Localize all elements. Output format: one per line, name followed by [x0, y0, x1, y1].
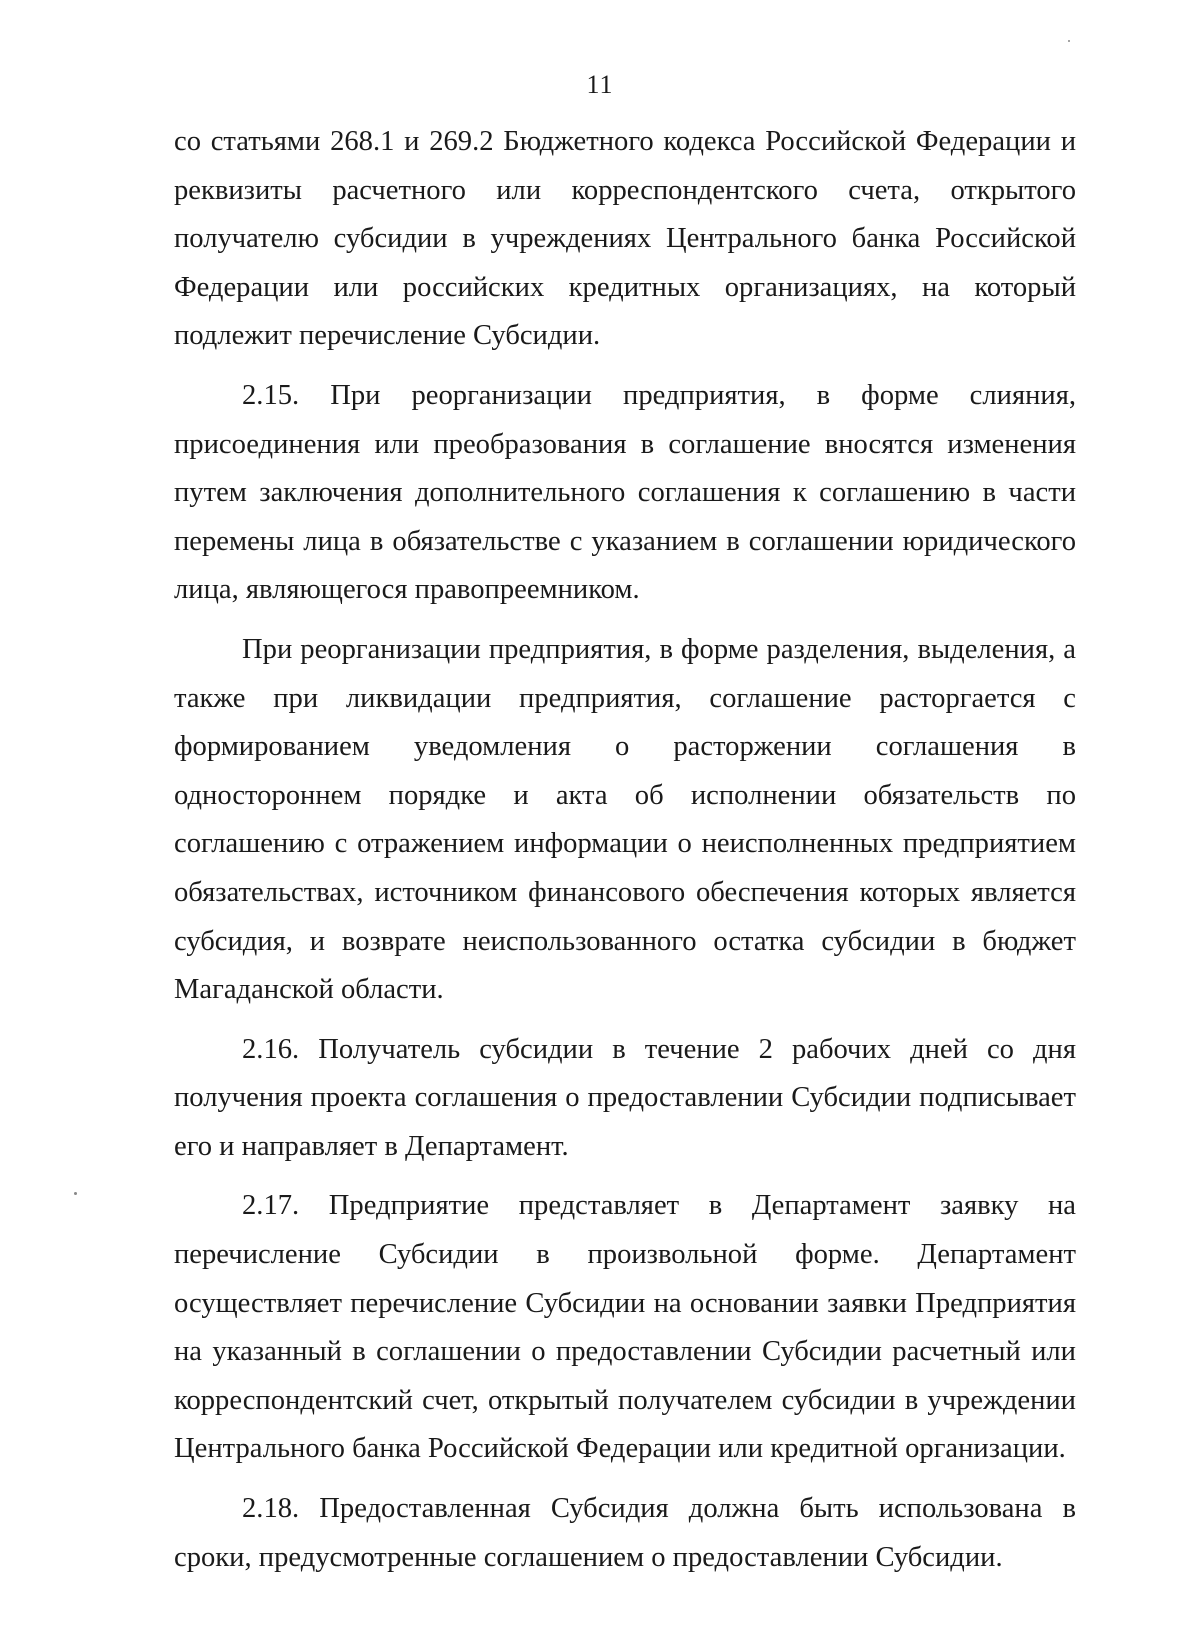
scan-speck — [74, 1192, 77, 1195]
page-number: 11 — [586, 70, 614, 99]
paragraph-2-15: 2.15. При реорганизации предприятия, в форме слияния, присоединения или преобразования в соглашение вносятся изменения путем заключения дополнительного соглашения к соглашению в части перемены лица в обязательстве с указанием в соглашении юридического лица, являющегося правопреемником. — [174, 379, 1076, 606]
paragraph-2-16: 2.16. Получатель субсидии в течение 2 рабочих дней со дня получения проекта соглашения о предоставлении Субсидии подписывает его и направляет в Департамент. — [174, 1033, 1076, 1162]
document-body — [174, 118, 1076, 1582]
paragraph-reorganization: При реорганизации предприятия, в форме разделения, выделения, а также при ликвидации предприятия, соглашение расторгается с формированием уведомления о расторжении соглашения в одностороннем порядке и акта об исполнении обязательств по соглашению с отражением информации о неисполненных предприятием обязательствах, источником финансового обеспечения которых является субсидия, и возврате неиспользованного остатка субсидии в бюджет Магаданской области. — [174, 633, 1076, 1006]
paragraph-continuation: со статьями 268.1 и 269.2 Бюджетного кодекса Российской Федерации и реквизиты расчетного или корреспондентского счета, открытого получателю субсидии в учреждениях Центрального банка Российской Федерации или российских кредитных организациях, на который подлежит перечисление Субсидии. — [174, 126, 1076, 352]
scan-speck — [1068, 40, 1070, 42]
paragraph-2-17: 2.17. Предприятие представляет в Департамент заявку на перечисление Субсидии в произвольной форме. Департамент осуществляет перечисление Субсидии на основании заявки Предприятия на указанный в соглашении о предоставлении Субсидии расчетный или корреспондентский счет, открытый получателем субсидии в учреждении Центрального банка Российской Федерации или кредитной организации. — [174, 1190, 1076, 1465]
paragraph-2-18: 2.18. Предоставленная Субсидия должна быть использована в сроки, предусмотренные соглашением о предоставлении Субсидии. — [174, 1493, 1076, 1573]
